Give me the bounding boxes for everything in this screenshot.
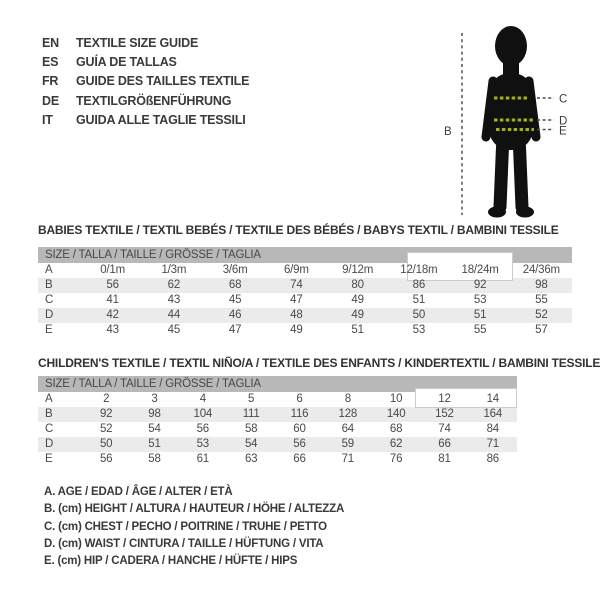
babies-size-table — [38, 247, 572, 338]
language-code: ES — [42, 55, 59, 70]
table-row — [38, 278, 572, 293]
guide-title-es: GUÍA DE TALLAS — [76, 55, 177, 70]
table-cell: 86 — [412, 279, 426, 291]
table-cell: 63 — [244, 453, 258, 465]
table-cell: 116 — [290, 408, 309, 420]
table-cell: 52 — [99, 423, 113, 435]
row-label: D — [45, 438, 54, 450]
table-cell: 43 — [106, 324, 119, 336]
table-cell: 42 — [106, 309, 119, 321]
table-row — [38, 392, 517, 407]
table-cell: 60 — [293, 423, 306, 435]
table-cell: 104 — [193, 408, 213, 420]
table-row — [38, 407, 517, 422]
measurement-legend — [44, 484, 344, 570]
guide-title-de: TEXTILGRÖßENFÜHRUNG — [76, 93, 232, 108]
table-cell: 47 — [228, 324, 242, 336]
table-cell: 98 — [148, 408, 161, 420]
row-label: C — [45, 423, 54, 435]
table-cell: 50 — [99, 438, 113, 450]
table-cell: 8 — [344, 393, 351, 405]
table-cell: 86 — [486, 453, 499, 465]
children-section-title: CHILDREN'S TEXTILE / TEXTIL NIÑO/A / TEXTILE DES ENFANTS / KINDERTEXTIL / BAMBINI TESSILE — [38, 356, 600, 370]
table-cell: 54 — [148, 423, 161, 435]
table-row — [38, 422, 517, 437]
babies-section-title: BABIES TEXTILE / TEXTIL BEBÉS / TEXTILE DES BÉBÉS / BABYS TEXTIL / BAMBINI TESSILE — [38, 223, 559, 237]
table-row — [38, 293, 572, 308]
table-row — [38, 308, 572, 323]
babies-table-rows — [38, 263, 572, 338]
language-row-it — [42, 111, 249, 130]
table-cell: 58 — [148, 453, 161, 465]
table-cell: 74 — [290, 279, 303, 291]
children-table-header: SIZE / TALLA / TAILLE / GRÖSSE / TAGLIA — [38, 376, 517, 392]
language-code: EN — [42, 35, 59, 50]
language-row-es — [42, 52, 249, 71]
table-cell: 18/24m — [461, 264, 499, 276]
table-cell: 71 — [486, 438, 499, 450]
table-cell: 80 — [351, 279, 364, 291]
table-cell: 66 — [293, 453, 306, 465]
table-cell: 58 — [244, 423, 258, 435]
table-cell: 49 — [290, 324, 303, 336]
table-cell: 59 — [341, 438, 354, 450]
babies-table-header: SIZE / TALLA / TAILLE / GRÖSSE / TAGLIA — [38, 247, 572, 263]
table-cell: 51 — [473, 309, 487, 321]
table-cell: 54 — [244, 438, 258, 450]
table-cell: 44 — [167, 309, 181, 321]
table-cell: 10 — [389, 393, 403, 405]
table-cell: 49 — [351, 309, 364, 321]
table-cell: 56 — [99, 453, 113, 465]
table-cell: 56 — [293, 438, 306, 450]
table-cell: 68 — [228, 279, 242, 291]
table-cell: 53 — [196, 438, 210, 450]
chest-label: C — [559, 93, 568, 106]
row-label: C — [45, 294, 54, 306]
table-cell: 140 — [386, 408, 406, 420]
height-label: B — [444, 126, 452, 138]
table-cell: 51 — [351, 324, 364, 336]
table-cell: 9/12m — [342, 264, 374, 276]
hip-label: E — [559, 125, 567, 138]
table-cell: 50 — [412, 309, 426, 321]
child-silhouette-icon — [486, 26, 536, 218]
table-cell: 56 — [106, 279, 119, 291]
table-cell: 68 — [389, 423, 403, 435]
table-cell: 71 — [341, 453, 354, 465]
table-cell: 152 — [435, 408, 454, 420]
table-cell: 74 — [438, 423, 451, 435]
row-label: A — [45, 393, 53, 405]
language-row-en — [42, 33, 249, 52]
row-label: B — [45, 279, 53, 291]
table-cell: 45 — [167, 324, 181, 336]
table-cell: 0/1m — [100, 264, 126, 276]
table-cell: 48 — [290, 309, 303, 321]
language-code: DE — [42, 93, 59, 108]
row-label: E — [45, 453, 53, 465]
row-label: E — [45, 324, 53, 336]
children-size-table — [38, 376, 517, 467]
table-cell: 57 — [535, 324, 548, 336]
row-label: D — [45, 309, 54, 321]
table-row — [38, 452, 517, 467]
language-row-fr — [42, 72, 249, 91]
guide-title-it: GUIDA ALLE TAGLIE TESSILI — [76, 113, 246, 128]
table-cell: 24/36m — [522, 264, 560, 276]
legend-waist: D. (cm) WAIST / CINTURA / TAILLE / HÜFTUNG / VITA — [44, 537, 324, 550]
guide-title-fr: GUIDE DES TAILLES TEXTILE — [76, 74, 250, 89]
table-cell: 92 — [99, 408, 113, 420]
table-row — [38, 263, 572, 278]
table-cell: 12 — [438, 393, 451, 405]
language-row-de — [42, 91, 249, 110]
language-title-block — [42, 33, 249, 130]
table-cell: 64 — [341, 423, 354, 435]
waist-label: D — [559, 115, 568, 128]
table-cell: 3/6m — [222, 264, 248, 276]
table-cell: 6 — [296, 393, 303, 405]
legend-hip: E. (cm) HIP / CADERA / HANCHE / HÜFTE / HIPS — [44, 555, 298, 568]
table-cell: 46 — [228, 309, 242, 321]
table-cell: 14 — [486, 393, 499, 405]
legend-chest: C. (cm) CHEST / PECHO / POITRINE / TRUHE / PETTO — [44, 520, 327, 533]
legend-age: A. AGE / EDAD / ÂGE / ALTER / ETÀ — [44, 486, 233, 498]
table-row — [38, 323, 572, 338]
table-cell: 6/9m — [283, 264, 309, 276]
table-cell: 92 — [473, 279, 487, 291]
children-table-rows — [38, 392, 517, 467]
table-cell: 53 — [412, 324, 426, 336]
guide-title-en: TEXTILE SIZE GUIDE — [76, 35, 199, 50]
row-label: B — [45, 408, 53, 420]
table-cell: 66 — [438, 438, 451, 450]
table-cell: 164 — [483, 408, 503, 420]
table-cell: 55 — [473, 324, 487, 336]
table-cell: 55 — [535, 294, 548, 306]
row-label: A — [45, 264, 53, 276]
child-figure-diagram — [440, 15, 600, 225]
table-cell: 61 — [196, 453, 210, 465]
table-cell: 47 — [290, 294, 303, 306]
table-cell: 41 — [106, 294, 119, 306]
table-cell: 4 — [199, 393, 206, 405]
table-cell: 128 — [338, 408, 358, 420]
table-cell: 2 — [103, 393, 110, 405]
table-cell: 45 — [228, 294, 242, 306]
table-cell: 53 — [473, 294, 487, 306]
language-code: FR — [42, 74, 59, 89]
table-cell: 43 — [167, 294, 181, 306]
table-cell: 98 — [535, 279, 548, 291]
table-cell: 12/18m — [400, 264, 438, 276]
table-cell: 76 — [389, 453, 403, 465]
table-cell: 3 — [151, 393, 158, 405]
table-row — [38, 437, 517, 452]
table-cell: 62 — [167, 279, 181, 291]
table-cell: 1/3m — [161, 264, 187, 276]
table-cell: 51 — [148, 438, 161, 450]
table-cell: 56 — [196, 423, 210, 435]
table-cell: 81 — [438, 453, 451, 465]
legend-height: B. (cm) HEIGHT / ALTURA / HAUTEUR / HÖHE / ALTEZZA — [44, 503, 345, 516]
table-cell: 62 — [389, 438, 403, 450]
language-code: IT — [42, 113, 53, 128]
table-cell: 51 — [412, 294, 426, 306]
table-cell: 52 — [535, 309, 548, 321]
table-cell: 84 — [486, 423, 499, 435]
table-cell: 111 — [242, 408, 260, 420]
table-cell: 5 — [248, 393, 255, 405]
table-cell: 49 — [351, 294, 364, 306]
